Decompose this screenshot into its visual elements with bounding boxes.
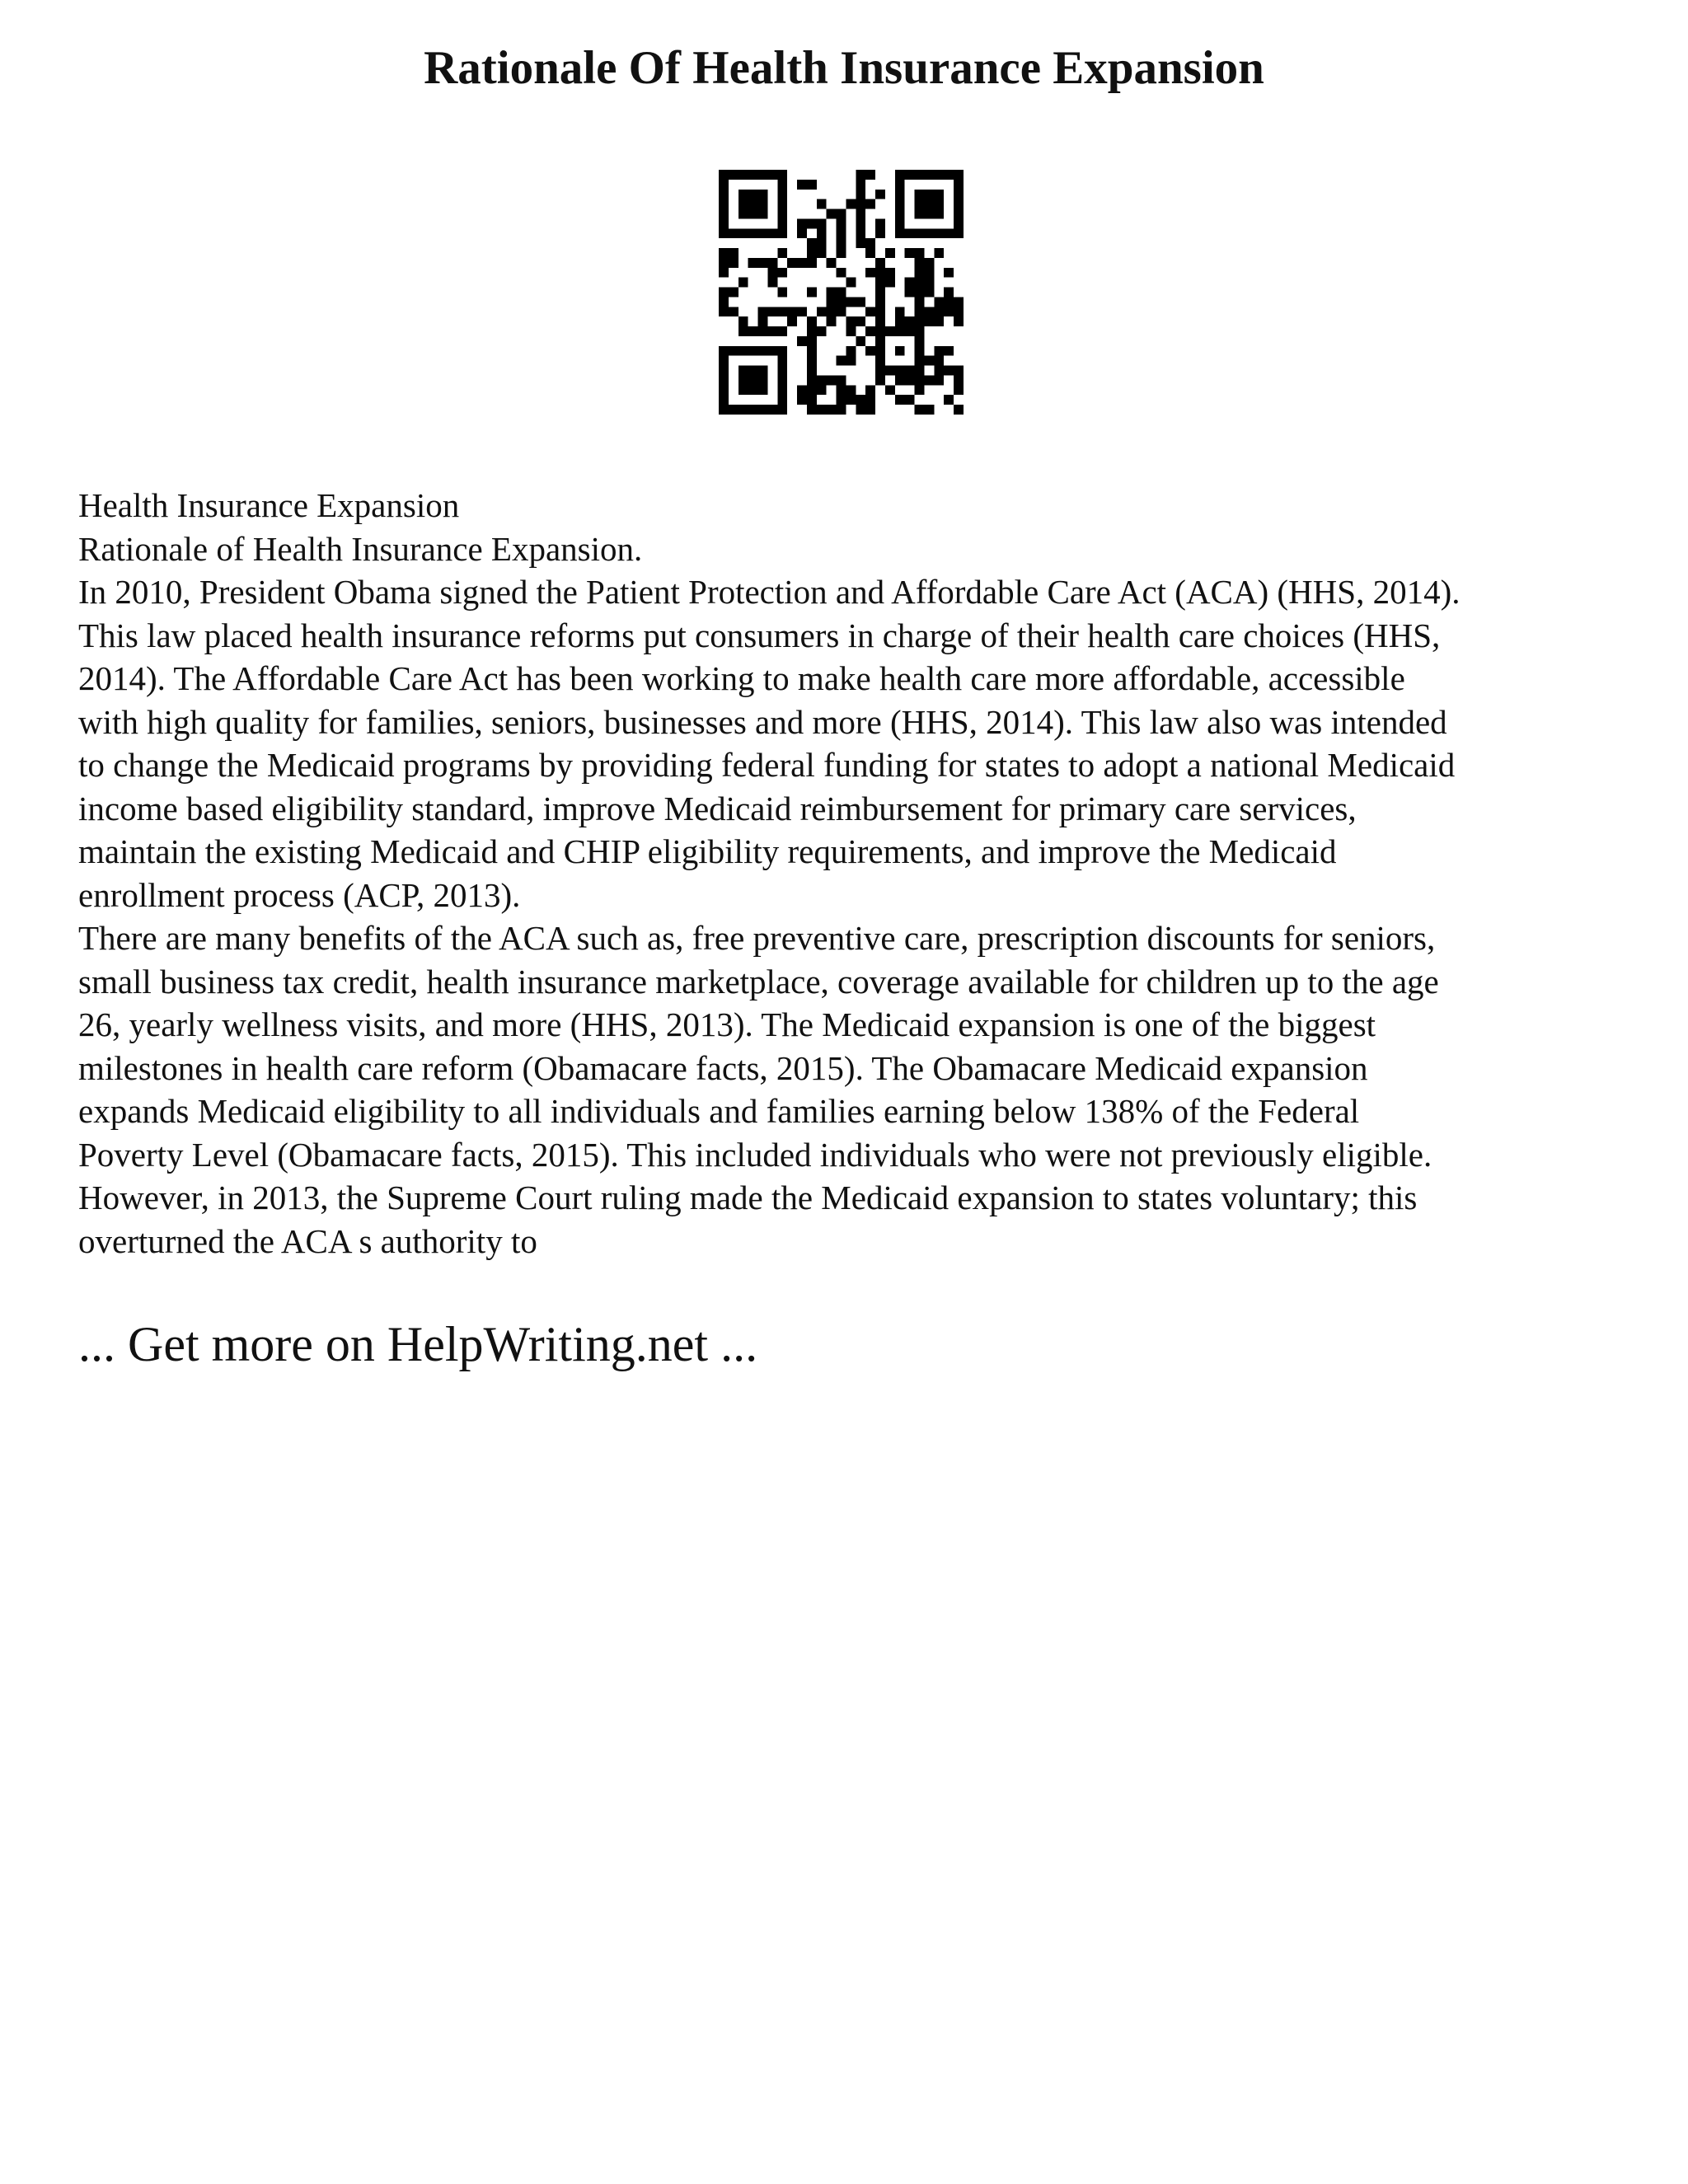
text-line: Health Insurance Expansion (78, 486, 460, 524)
qr-code-icon (719, 170, 964, 415)
text-line: Poverty Level (Obamacare facts, 2015). This included individuals who were not previously eligible. (78, 1135, 1432, 1174)
text-line: overturned the ACA s authority to (78, 1221, 537, 1260)
text-line: enrollment process (ACP, 2013). (78, 875, 521, 914)
text-line: to change the Medicaid programs by providing federal funding for states to adopt a national Medicaid (78, 746, 1456, 784)
text-line: In 2010, President Obama signed the Patient Protection and Affordable Care Act (ACA) (HHS, 2014). (78, 573, 1461, 611)
text-line: expands Medicaid eligibility to all individuals and families earning below 138% of the Federal (78, 1092, 1360, 1130)
text-line: maintain the existing Medicaid and CHIP eligibility requirements, and improve the Medicaid (78, 832, 1337, 870)
text-line: Rationale of Health Insurance Expansion. (78, 529, 643, 568)
text-line: This law placed health insurance reforms put consumers in charge of their health care choices (HHS, (78, 616, 1441, 654)
get-more-link[interactable]: ... Get more on HelpWriting.net ... (78, 1317, 758, 1371)
text-line: income based eligibility standard, improve Medicaid reimbursement for primary care services, (78, 789, 1357, 827)
text-line: 26, yearly wellness visits, and more (HHS, 2013). The Medicaid expansion is one of the biggest (78, 1005, 1376, 1043)
text-line: 2014). The Affordable Care Act has been working to make health care more affordable, accessible (78, 659, 1405, 697)
text-line: However, in 2013, the Supreme Court ruling made the Medicaid expansion to states voluntary; this (78, 1179, 1418, 1216)
text-line: small business tax credit, health insurance marketplace, coverage available for children up to the age (78, 962, 1439, 1001)
text-line: with high quality for families, seniors, businesses and more (HHS, 2014). This law also was intended (78, 702, 1447, 741)
text-line: milestones in health care reform (Obamacare facts, 2015). The Obamacare Medicaid expansion (78, 1048, 1368, 1087)
body-text (78, 484, 1644, 1263)
text-line: There are many benefits of the ACA such as, free preventive care, prescription discounts for seniors, (78, 919, 1436, 957)
page-title: Rationale Of Health Insurance Expansion (424, 42, 1264, 94)
